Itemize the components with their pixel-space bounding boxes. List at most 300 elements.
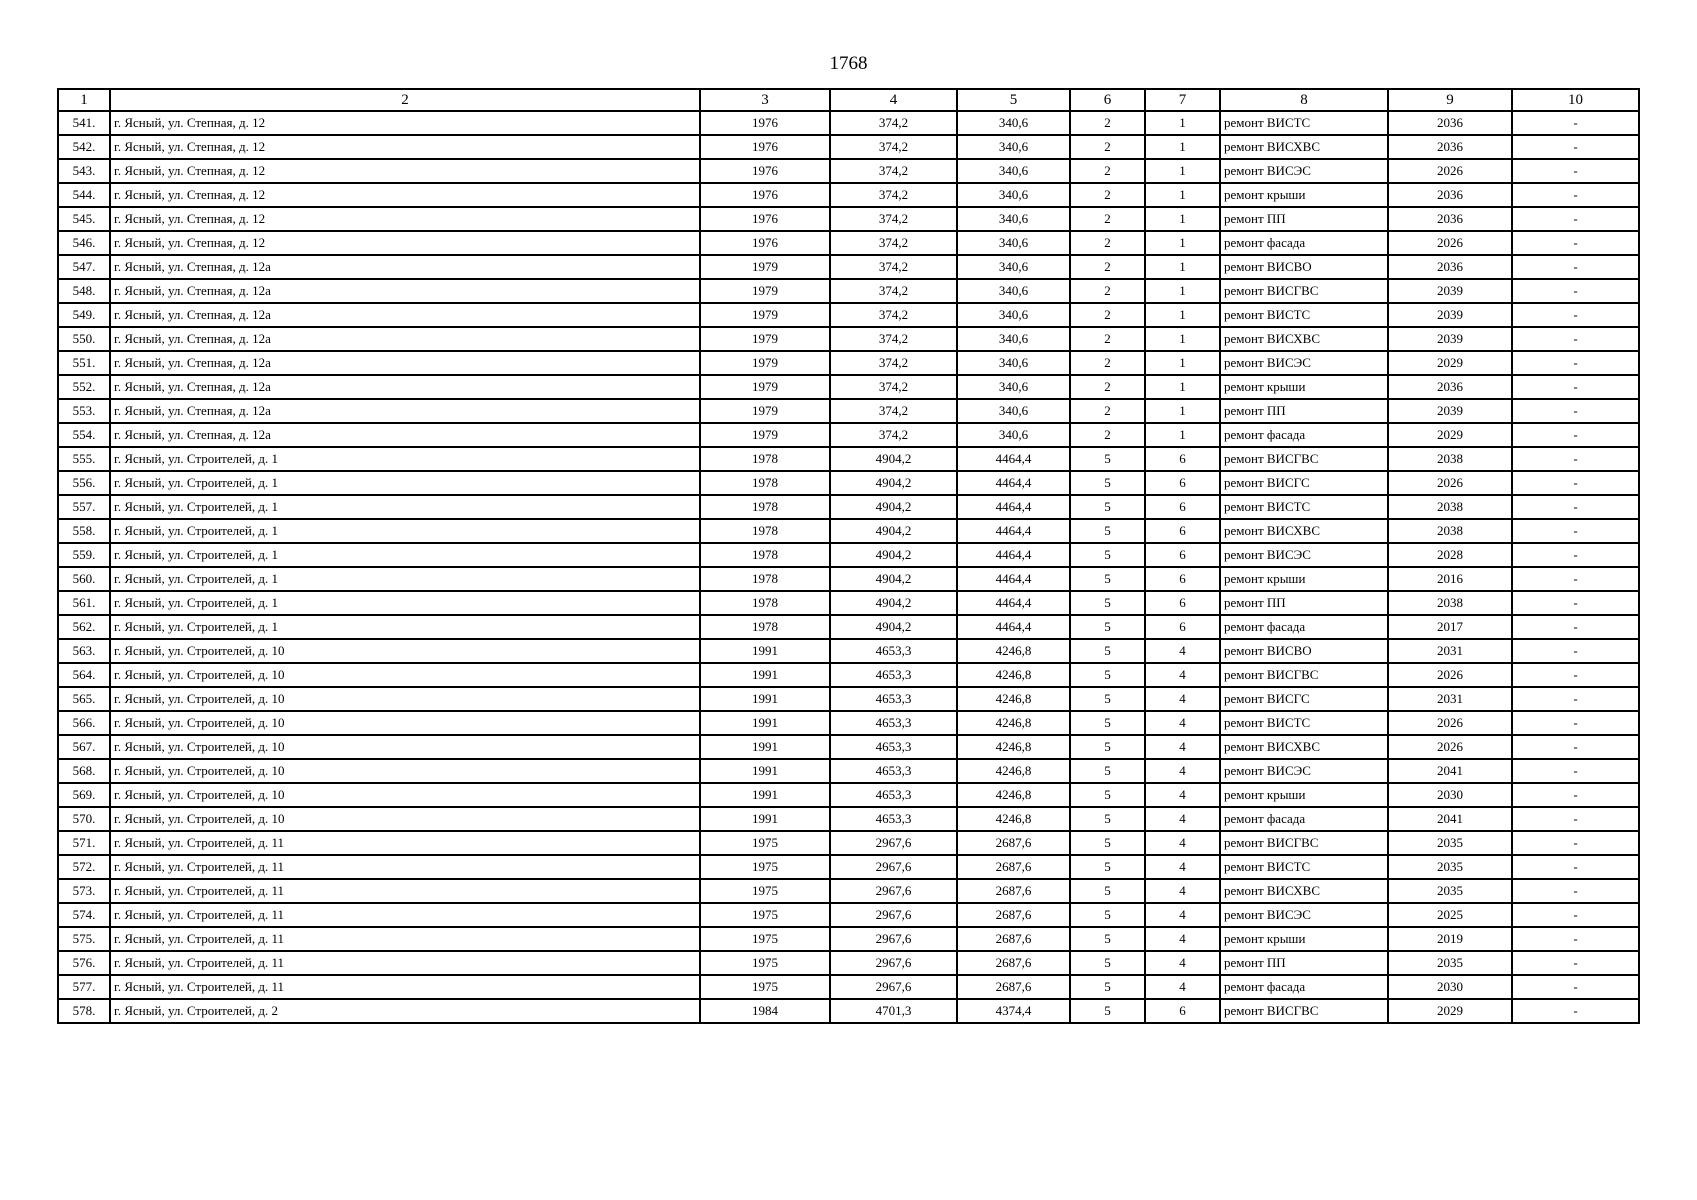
total-area-cell: 374,2 xyxy=(830,111,957,135)
table-row xyxy=(58,879,1639,903)
living-area-cell: 4464,4 xyxy=(957,543,1070,567)
work-type-cell: ремонт крыши xyxy=(1220,567,1388,591)
floors-cell: 2 xyxy=(1070,375,1145,399)
row-number-cell: 561. xyxy=(58,591,110,615)
table-row xyxy=(58,711,1639,735)
living-area-cell: 340,6 xyxy=(957,135,1070,159)
note-cell: - xyxy=(1512,903,1639,927)
floors-cell: 5 xyxy=(1070,567,1145,591)
column-header: 4 xyxy=(830,89,957,111)
note-cell: - xyxy=(1512,999,1639,1023)
floors-cell: 2 xyxy=(1070,231,1145,255)
column-header: 5 xyxy=(957,89,1070,111)
work-type-cell: ремонт крыши xyxy=(1220,375,1388,399)
address-cell: г. Ясный, ул. Строителей, д. 1 xyxy=(110,567,700,591)
column-header: 7 xyxy=(1145,89,1220,111)
floors-cell: 2 xyxy=(1070,207,1145,231)
row-number-cell: 567. xyxy=(58,735,110,759)
entrances-cell: 1 xyxy=(1145,279,1220,303)
living-area-cell: 4246,8 xyxy=(957,735,1070,759)
table-row xyxy=(58,591,1639,615)
floors-cell: 5 xyxy=(1070,591,1145,615)
entrances-cell: 1 xyxy=(1145,327,1220,351)
planned-year-cell: 2038 xyxy=(1388,447,1512,471)
address-cell: г. Ясный, ул. Строителей, д. 1 xyxy=(110,447,700,471)
address-cell: г. Ясный, ул. Строителей, д. 11 xyxy=(110,903,700,927)
year-cell: 1978 xyxy=(700,447,830,471)
row-number-cell: 576. xyxy=(58,951,110,975)
floors-cell: 5 xyxy=(1070,519,1145,543)
planned-year-cell: 2039 xyxy=(1388,327,1512,351)
entrances-cell: 6 xyxy=(1145,567,1220,591)
address-cell: г. Ясный, ул. Строителей, д. 10 xyxy=(110,735,700,759)
entrances-cell: 1 xyxy=(1145,111,1220,135)
planned-year-cell: 2026 xyxy=(1388,735,1512,759)
floors-cell: 5 xyxy=(1070,927,1145,951)
work-type-cell: ремонт ВИСГВС xyxy=(1220,663,1388,687)
entrances-cell: 6 xyxy=(1145,591,1220,615)
total-area-cell: 4904,2 xyxy=(830,543,957,567)
address-cell: г. Ясный, ул. Степная, д. 12а xyxy=(110,399,700,423)
year-cell: 1976 xyxy=(700,135,830,159)
entrances-cell: 4 xyxy=(1145,711,1220,735)
total-area-cell: 2967,6 xyxy=(830,879,957,903)
year-cell: 1991 xyxy=(700,783,830,807)
living-area-cell: 340,6 xyxy=(957,351,1070,375)
entrances-cell: 4 xyxy=(1145,663,1220,687)
entrances-cell: 6 xyxy=(1145,495,1220,519)
total-area-cell: 374,2 xyxy=(830,375,957,399)
work-type-cell: ремонт ВИСГВС xyxy=(1220,999,1388,1023)
year-cell: 1976 xyxy=(700,231,830,255)
year-cell: 1978 xyxy=(700,495,830,519)
planned-year-cell: 2016 xyxy=(1388,567,1512,591)
floors-cell: 2 xyxy=(1070,255,1145,279)
address-cell: г. Ясный, ул. Степная, д. 12 xyxy=(110,231,700,255)
table-row xyxy=(58,783,1639,807)
row-number-cell: 562. xyxy=(58,615,110,639)
note-cell: - xyxy=(1512,543,1639,567)
work-type-cell: ремонт ВИСВО xyxy=(1220,639,1388,663)
total-area-cell: 4904,2 xyxy=(830,591,957,615)
planned-year-cell: 2019 xyxy=(1388,927,1512,951)
entrances-cell: 1 xyxy=(1145,399,1220,423)
row-number-cell: 555. xyxy=(58,447,110,471)
living-area-cell: 2687,6 xyxy=(957,879,1070,903)
entrances-cell: 4 xyxy=(1145,783,1220,807)
table-row xyxy=(58,471,1639,495)
work-type-cell: ремонт ВИСЭС xyxy=(1220,903,1388,927)
work-type-cell: ремонт фасада xyxy=(1220,423,1388,447)
note-cell: - xyxy=(1512,423,1639,447)
table-row xyxy=(58,927,1639,951)
floors-cell: 2 xyxy=(1070,183,1145,207)
note-cell: - xyxy=(1512,879,1639,903)
note-cell: - xyxy=(1512,615,1639,639)
planned-year-cell: 2029 xyxy=(1388,999,1512,1023)
planned-year-cell: 2030 xyxy=(1388,975,1512,999)
living-area-cell: 340,6 xyxy=(957,303,1070,327)
living-area-cell: 4246,8 xyxy=(957,759,1070,783)
total-area-cell: 4653,3 xyxy=(830,711,957,735)
table-row xyxy=(58,831,1639,855)
total-area-cell: 374,2 xyxy=(830,183,957,207)
column-header: 9 xyxy=(1388,89,1512,111)
work-type-cell: ремонт фасада xyxy=(1220,975,1388,999)
living-area-cell: 340,6 xyxy=(957,111,1070,135)
row-number-cell: 550. xyxy=(58,327,110,351)
year-cell: 1975 xyxy=(700,927,830,951)
work-type-cell: ремонт ВИСГВС xyxy=(1220,279,1388,303)
total-area-cell: 374,2 xyxy=(830,327,957,351)
address-cell: г. Ясный, ул. Степная, д. 12 xyxy=(110,135,700,159)
year-cell: 1975 xyxy=(700,903,830,927)
living-area-cell: 4246,8 xyxy=(957,663,1070,687)
entrances-cell: 6 xyxy=(1145,447,1220,471)
living-area-cell: 340,6 xyxy=(957,375,1070,399)
living-area-cell: 340,6 xyxy=(957,231,1070,255)
note-cell: - xyxy=(1512,159,1639,183)
table-row xyxy=(58,183,1639,207)
table-row xyxy=(58,639,1639,663)
row-number-cell: 548. xyxy=(58,279,110,303)
address-cell: г. Ясный, ул. Строителей, д. 11 xyxy=(110,879,700,903)
planned-year-cell: 2041 xyxy=(1388,759,1512,783)
planned-year-cell: 2036 xyxy=(1388,207,1512,231)
planned-year-cell: 2038 xyxy=(1388,495,1512,519)
note-cell: - xyxy=(1512,855,1639,879)
planned-year-cell: 2038 xyxy=(1388,519,1512,543)
living-area-cell: 4464,4 xyxy=(957,567,1070,591)
note-cell: - xyxy=(1512,831,1639,855)
year-cell: 1991 xyxy=(700,663,830,687)
year-cell: 1976 xyxy=(700,207,830,231)
work-type-cell: ремонт ВИСЭС xyxy=(1220,543,1388,567)
note-cell: - xyxy=(1512,711,1639,735)
year-cell: 1979 xyxy=(700,303,830,327)
work-type-cell: ремонт ВИСТС xyxy=(1220,303,1388,327)
planned-year-cell: 2035 xyxy=(1388,831,1512,855)
address-cell: г. Ясный, ул. Строителей, д. 11 xyxy=(110,927,700,951)
address-cell: г. Ясный, ул. Строителей, д. 11 xyxy=(110,831,700,855)
address-cell: г. Ясный, ул. Строителей, д. 10 xyxy=(110,687,700,711)
planned-year-cell: 2026 xyxy=(1388,711,1512,735)
total-area-cell: 2967,6 xyxy=(830,855,957,879)
entrances-cell: 4 xyxy=(1145,639,1220,663)
entrances-cell: 6 xyxy=(1145,999,1220,1023)
work-type-cell: ремонт крыши xyxy=(1220,783,1388,807)
living-area-cell: 2687,6 xyxy=(957,831,1070,855)
column-header: 2 xyxy=(110,89,700,111)
year-cell: 1984 xyxy=(700,999,830,1023)
total-area-cell: 4904,2 xyxy=(830,567,957,591)
note-cell: - xyxy=(1512,687,1639,711)
work-type-cell: ремонт ВИСХВС xyxy=(1220,879,1388,903)
total-area-cell: 374,2 xyxy=(830,423,957,447)
living-area-cell: 4464,4 xyxy=(957,495,1070,519)
entrances-cell: 1 xyxy=(1145,159,1220,183)
planned-year-cell: 2038 xyxy=(1388,591,1512,615)
column-header: 8 xyxy=(1220,89,1388,111)
address-cell: г. Ясный, ул. Степная, д. 12 xyxy=(110,207,700,231)
year-cell: 1979 xyxy=(700,399,830,423)
year-cell: 1991 xyxy=(700,711,830,735)
note-cell: - xyxy=(1512,495,1639,519)
note-cell: - xyxy=(1512,447,1639,471)
table-row xyxy=(58,687,1639,711)
work-type-cell: ремонт ПП xyxy=(1220,399,1388,423)
row-number-cell: 577. xyxy=(58,975,110,999)
living-area-cell: 4246,8 xyxy=(957,639,1070,663)
work-type-cell: ремонт ВИСГВС xyxy=(1220,831,1388,855)
address-cell: г. Ясный, ул. Строителей, д. 1 xyxy=(110,519,700,543)
column-header: 3 xyxy=(700,89,830,111)
work-type-cell: ремонт фасада xyxy=(1220,615,1388,639)
row-number-cell: 568. xyxy=(58,759,110,783)
address-cell: г. Ясный, ул. Степная, д. 12 xyxy=(110,111,700,135)
entrances-cell: 4 xyxy=(1145,951,1220,975)
row-number-cell: 572. xyxy=(58,855,110,879)
living-area-cell: 2687,6 xyxy=(957,903,1070,927)
year-cell: 1978 xyxy=(700,471,830,495)
row-number-cell: 543. xyxy=(58,159,110,183)
table-row xyxy=(58,399,1639,423)
living-area-cell: 2687,6 xyxy=(957,855,1070,879)
total-area-cell: 4653,3 xyxy=(830,759,957,783)
note-cell: - xyxy=(1512,279,1639,303)
note-cell: - xyxy=(1512,639,1639,663)
total-area-cell: 4701,3 xyxy=(830,999,957,1023)
row-number-cell: 549. xyxy=(58,303,110,327)
floors-cell: 5 xyxy=(1070,639,1145,663)
living-area-cell: 2687,6 xyxy=(957,975,1070,999)
entrances-cell: 4 xyxy=(1145,807,1220,831)
address-cell: г. Ясный, ул. Степная, д. 12а xyxy=(110,279,700,303)
row-number-cell: 541. xyxy=(58,111,110,135)
table-row xyxy=(58,543,1639,567)
living-area-cell: 4464,4 xyxy=(957,519,1070,543)
address-cell: г. Ясный, ул. Строителей, д. 11 xyxy=(110,975,700,999)
row-number-cell: 554. xyxy=(58,423,110,447)
work-type-cell: ремонт ВИСЭС xyxy=(1220,159,1388,183)
planned-year-cell: 2030 xyxy=(1388,783,1512,807)
total-area-cell: 2967,6 xyxy=(830,903,957,927)
note-cell: - xyxy=(1512,303,1639,327)
floors-cell: 5 xyxy=(1070,735,1145,759)
floors-cell: 5 xyxy=(1070,903,1145,927)
table-body xyxy=(58,111,1639,1023)
note-cell: - xyxy=(1512,591,1639,615)
work-type-cell: ремонт ВИСГВС xyxy=(1220,447,1388,471)
floors-cell: 5 xyxy=(1070,879,1145,903)
floors-cell: 5 xyxy=(1070,615,1145,639)
living-area-cell: 4374,4 xyxy=(957,999,1070,1023)
address-cell: г. Ясный, ул. Степная, д. 12а xyxy=(110,327,700,351)
living-area-cell: 4246,8 xyxy=(957,783,1070,807)
floors-cell: 5 xyxy=(1070,759,1145,783)
entrances-cell: 1 xyxy=(1145,207,1220,231)
living-area-cell: 340,6 xyxy=(957,183,1070,207)
work-type-cell: ремонт крыши xyxy=(1220,927,1388,951)
floors-cell: 5 xyxy=(1070,807,1145,831)
total-area-cell: 374,2 xyxy=(830,135,957,159)
total-area-cell: 4653,3 xyxy=(830,783,957,807)
work-type-cell: ремонт фасада xyxy=(1220,807,1388,831)
note-cell: - xyxy=(1512,471,1639,495)
note-cell: - xyxy=(1512,927,1639,951)
row-number-cell: 563. xyxy=(58,639,110,663)
planned-year-cell: 2039 xyxy=(1388,399,1512,423)
entrances-cell: 6 xyxy=(1145,615,1220,639)
year-cell: 1975 xyxy=(700,951,830,975)
row-number-cell: 544. xyxy=(58,183,110,207)
living-area-cell: 4464,4 xyxy=(957,615,1070,639)
year-cell: 1975 xyxy=(700,831,830,855)
note-cell: - xyxy=(1512,231,1639,255)
living-area-cell: 2687,6 xyxy=(957,951,1070,975)
table-row xyxy=(58,351,1639,375)
work-type-cell: ремонт фасада xyxy=(1220,231,1388,255)
year-cell: 1991 xyxy=(700,759,830,783)
total-area-cell: 374,2 xyxy=(830,207,957,231)
entrances-cell: 1 xyxy=(1145,135,1220,159)
work-type-cell: ремонт ВИСТС xyxy=(1220,855,1388,879)
total-area-cell: 4904,2 xyxy=(830,447,957,471)
planned-year-cell: 2026 xyxy=(1388,159,1512,183)
total-area-cell: 4653,3 xyxy=(830,687,957,711)
total-area-cell: 4904,2 xyxy=(830,519,957,543)
floors-cell: 5 xyxy=(1070,471,1145,495)
address-cell: г. Ясный, ул. Строителей, д. 1 xyxy=(110,591,700,615)
address-cell: г. Ясный, ул. Строителей, д. 1 xyxy=(110,471,700,495)
living-area-cell: 4464,4 xyxy=(957,591,1070,615)
row-number-cell: 564. xyxy=(58,663,110,687)
note-cell: - xyxy=(1512,207,1639,231)
total-area-cell: 4904,2 xyxy=(830,471,957,495)
floors-cell: 2 xyxy=(1070,423,1145,447)
table-row xyxy=(58,759,1639,783)
total-area-cell: 4904,2 xyxy=(830,615,957,639)
floors-cell: 5 xyxy=(1070,855,1145,879)
table-row xyxy=(58,495,1639,519)
entrances-cell: 4 xyxy=(1145,831,1220,855)
planned-year-cell: 2035 xyxy=(1388,951,1512,975)
planned-year-cell: 2041 xyxy=(1388,807,1512,831)
table-row xyxy=(58,567,1639,591)
address-cell: г. Ясный, ул. Степная, д. 12 xyxy=(110,183,700,207)
entrances-cell: 4 xyxy=(1145,903,1220,927)
repair-schedule-table xyxy=(57,88,1640,1024)
row-number-cell: 545. xyxy=(58,207,110,231)
entrances-cell: 6 xyxy=(1145,543,1220,567)
address-cell: г. Ясный, ул. Степная, д. 12 xyxy=(110,159,700,183)
floors-cell: 5 xyxy=(1070,975,1145,999)
row-number-cell: 551. xyxy=(58,351,110,375)
planned-year-cell: 2028 xyxy=(1388,543,1512,567)
year-cell: 1979 xyxy=(700,423,830,447)
row-number-cell: 569. xyxy=(58,783,110,807)
year-cell: 1975 xyxy=(700,879,830,903)
work-type-cell: ремонт ВИСХВС xyxy=(1220,519,1388,543)
floors-cell: 5 xyxy=(1070,447,1145,471)
row-number-cell: 578. xyxy=(58,999,110,1023)
note-cell: - xyxy=(1512,783,1639,807)
column-header: 1 xyxy=(58,89,110,111)
planned-year-cell: 2031 xyxy=(1388,687,1512,711)
entrances-cell: 6 xyxy=(1145,471,1220,495)
living-area-cell: 4246,8 xyxy=(957,711,1070,735)
work-type-cell: ремонт ВИСХВС xyxy=(1220,735,1388,759)
table-row xyxy=(58,303,1639,327)
table-row xyxy=(58,663,1639,687)
floors-cell: 2 xyxy=(1070,399,1145,423)
total-area-cell: 4653,3 xyxy=(830,663,957,687)
planned-year-cell: 2036 xyxy=(1388,375,1512,399)
entrances-cell: 4 xyxy=(1145,975,1220,999)
year-cell: 1975 xyxy=(700,975,830,999)
note-cell: - xyxy=(1512,399,1639,423)
total-area-cell: 374,2 xyxy=(830,159,957,183)
planned-year-cell: 2029 xyxy=(1388,423,1512,447)
note-cell: - xyxy=(1512,735,1639,759)
year-cell: 1991 xyxy=(700,687,830,711)
year-cell: 1978 xyxy=(700,543,830,567)
floors-cell: 5 xyxy=(1070,495,1145,519)
planned-year-cell: 2035 xyxy=(1388,855,1512,879)
total-area-cell: 2967,6 xyxy=(830,975,957,999)
note-cell: - xyxy=(1512,975,1639,999)
floors-cell: 2 xyxy=(1070,279,1145,303)
table-row xyxy=(58,447,1639,471)
planned-year-cell: 2031 xyxy=(1388,639,1512,663)
address-cell: г. Ясный, ул. Степная, д. 12а xyxy=(110,255,700,279)
floors-cell: 2 xyxy=(1070,159,1145,183)
year-cell: 1978 xyxy=(700,519,830,543)
work-type-cell: ремонт ВИСЭС xyxy=(1220,759,1388,783)
floors-cell: 5 xyxy=(1070,783,1145,807)
year-cell: 1978 xyxy=(700,567,830,591)
planned-year-cell: 2039 xyxy=(1388,303,1512,327)
row-number-cell: 558. xyxy=(58,519,110,543)
address-cell: г. Ясный, ул. Степная, д. 12а xyxy=(110,375,700,399)
address-cell: г. Ясный, ул. Строителей, д. 1 xyxy=(110,495,700,519)
work-type-cell: ремонт ВИСГС xyxy=(1220,471,1388,495)
floors-cell: 5 xyxy=(1070,687,1145,711)
table-row xyxy=(58,207,1639,231)
row-number-cell: 557. xyxy=(58,495,110,519)
row-number-cell: 559. xyxy=(58,543,110,567)
planned-year-cell: 2035 xyxy=(1388,879,1512,903)
table-row xyxy=(58,807,1639,831)
planned-year-cell: 2026 xyxy=(1388,663,1512,687)
address-cell: г. Ясный, ул. Степная, д. 12а xyxy=(110,351,700,375)
address-cell: г. Ясный, ул. Строителей, д. 10 xyxy=(110,711,700,735)
note-cell: - xyxy=(1512,111,1639,135)
total-area-cell: 374,2 xyxy=(830,279,957,303)
address-cell: г. Ясный, ул. Строителей, д. 11 xyxy=(110,951,700,975)
entrances-cell: 4 xyxy=(1145,879,1220,903)
entrances-cell: 1 xyxy=(1145,255,1220,279)
entrances-cell: 4 xyxy=(1145,687,1220,711)
floors-cell: 5 xyxy=(1070,711,1145,735)
living-area-cell: 340,6 xyxy=(957,255,1070,279)
table-row xyxy=(58,111,1639,135)
work-type-cell: ремонт ВИСВО xyxy=(1220,255,1388,279)
table-row xyxy=(58,951,1639,975)
address-cell: г. Ясный, ул. Строителей, д. 2 xyxy=(110,999,700,1023)
work-type-cell: ремонт ВИСТС xyxy=(1220,111,1388,135)
living-area-cell: 340,6 xyxy=(957,327,1070,351)
